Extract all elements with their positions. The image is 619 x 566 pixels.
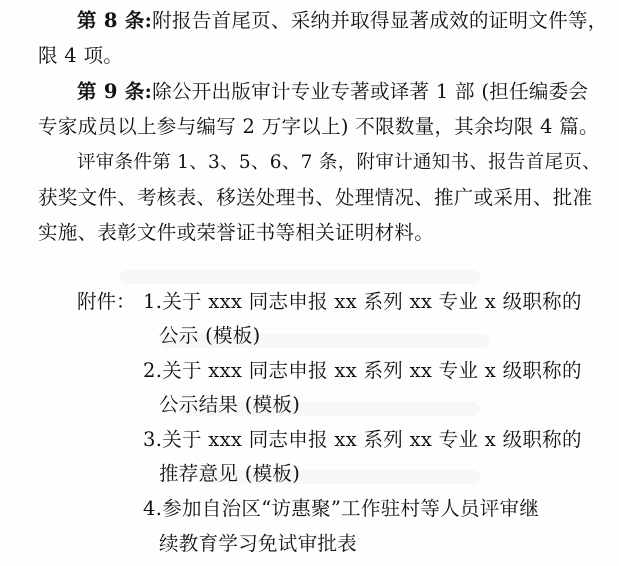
article-9-label: 第 9 条: [77,80,153,103]
article-8-line-2: 限 4 项。 [38,44,124,67]
article-9-line-1 [77,80,588,104]
attachment-4-line-2: 续教育学习免试审批表 [159,532,358,555]
conditions-line-1: 评审条件第 1、3、5、6、7 条，附审计通知书、报告首尾页、 [77,152,601,173]
attachment-1-line-2: 公示 (模板) [159,324,261,347]
article-9-text: 除公开出版审计专业专著或译著 1 部 (担任编委会 [152,80,589,103]
attachment-3-line-1: 3.关于 xxx 同志申报 xx 系列 xx 专业 x 级职称的 [143,428,582,451]
attachment-2-line-1: 2.关于 xxx 同志申报 xx 系列 xx 专业 x 级职称的 [143,359,582,382]
conditions-line-2: 获奖文件、考核表、移送处理书、处理情况、推广或采用、批准 [38,186,593,209]
article-8-line-1 [77,9,608,33]
attachment-1-line-1: 1.关于 xxx 同志申报 xx 系列 xx 专业 x 级职称的 [143,290,582,313]
article-9-line-2: 专家成员以上参与编写 2 万字以上) 不限数量，其余均限 4 篇。 [38,115,599,138]
attachment-2-line-2: 公示结果 (模板) [159,393,301,416]
attachment-3-line-2: 推荐意见 (模板) [159,462,301,485]
attachment-4-line-1: 4.参加自治区“访惠聚”工作驻村等人员评审继 [143,497,540,520]
conditions-line-3: 实施、表彰文件或荣誉证书等相关证明材料。 [38,221,435,244]
attachments-label: 附件： [77,290,136,313]
article-8-text: 附报告首尾页、采纳并取得显著成效的证明文件等， [152,9,608,32]
show-through-mark [120,270,480,284]
article-8-label: 第 8 条: [77,9,153,32]
